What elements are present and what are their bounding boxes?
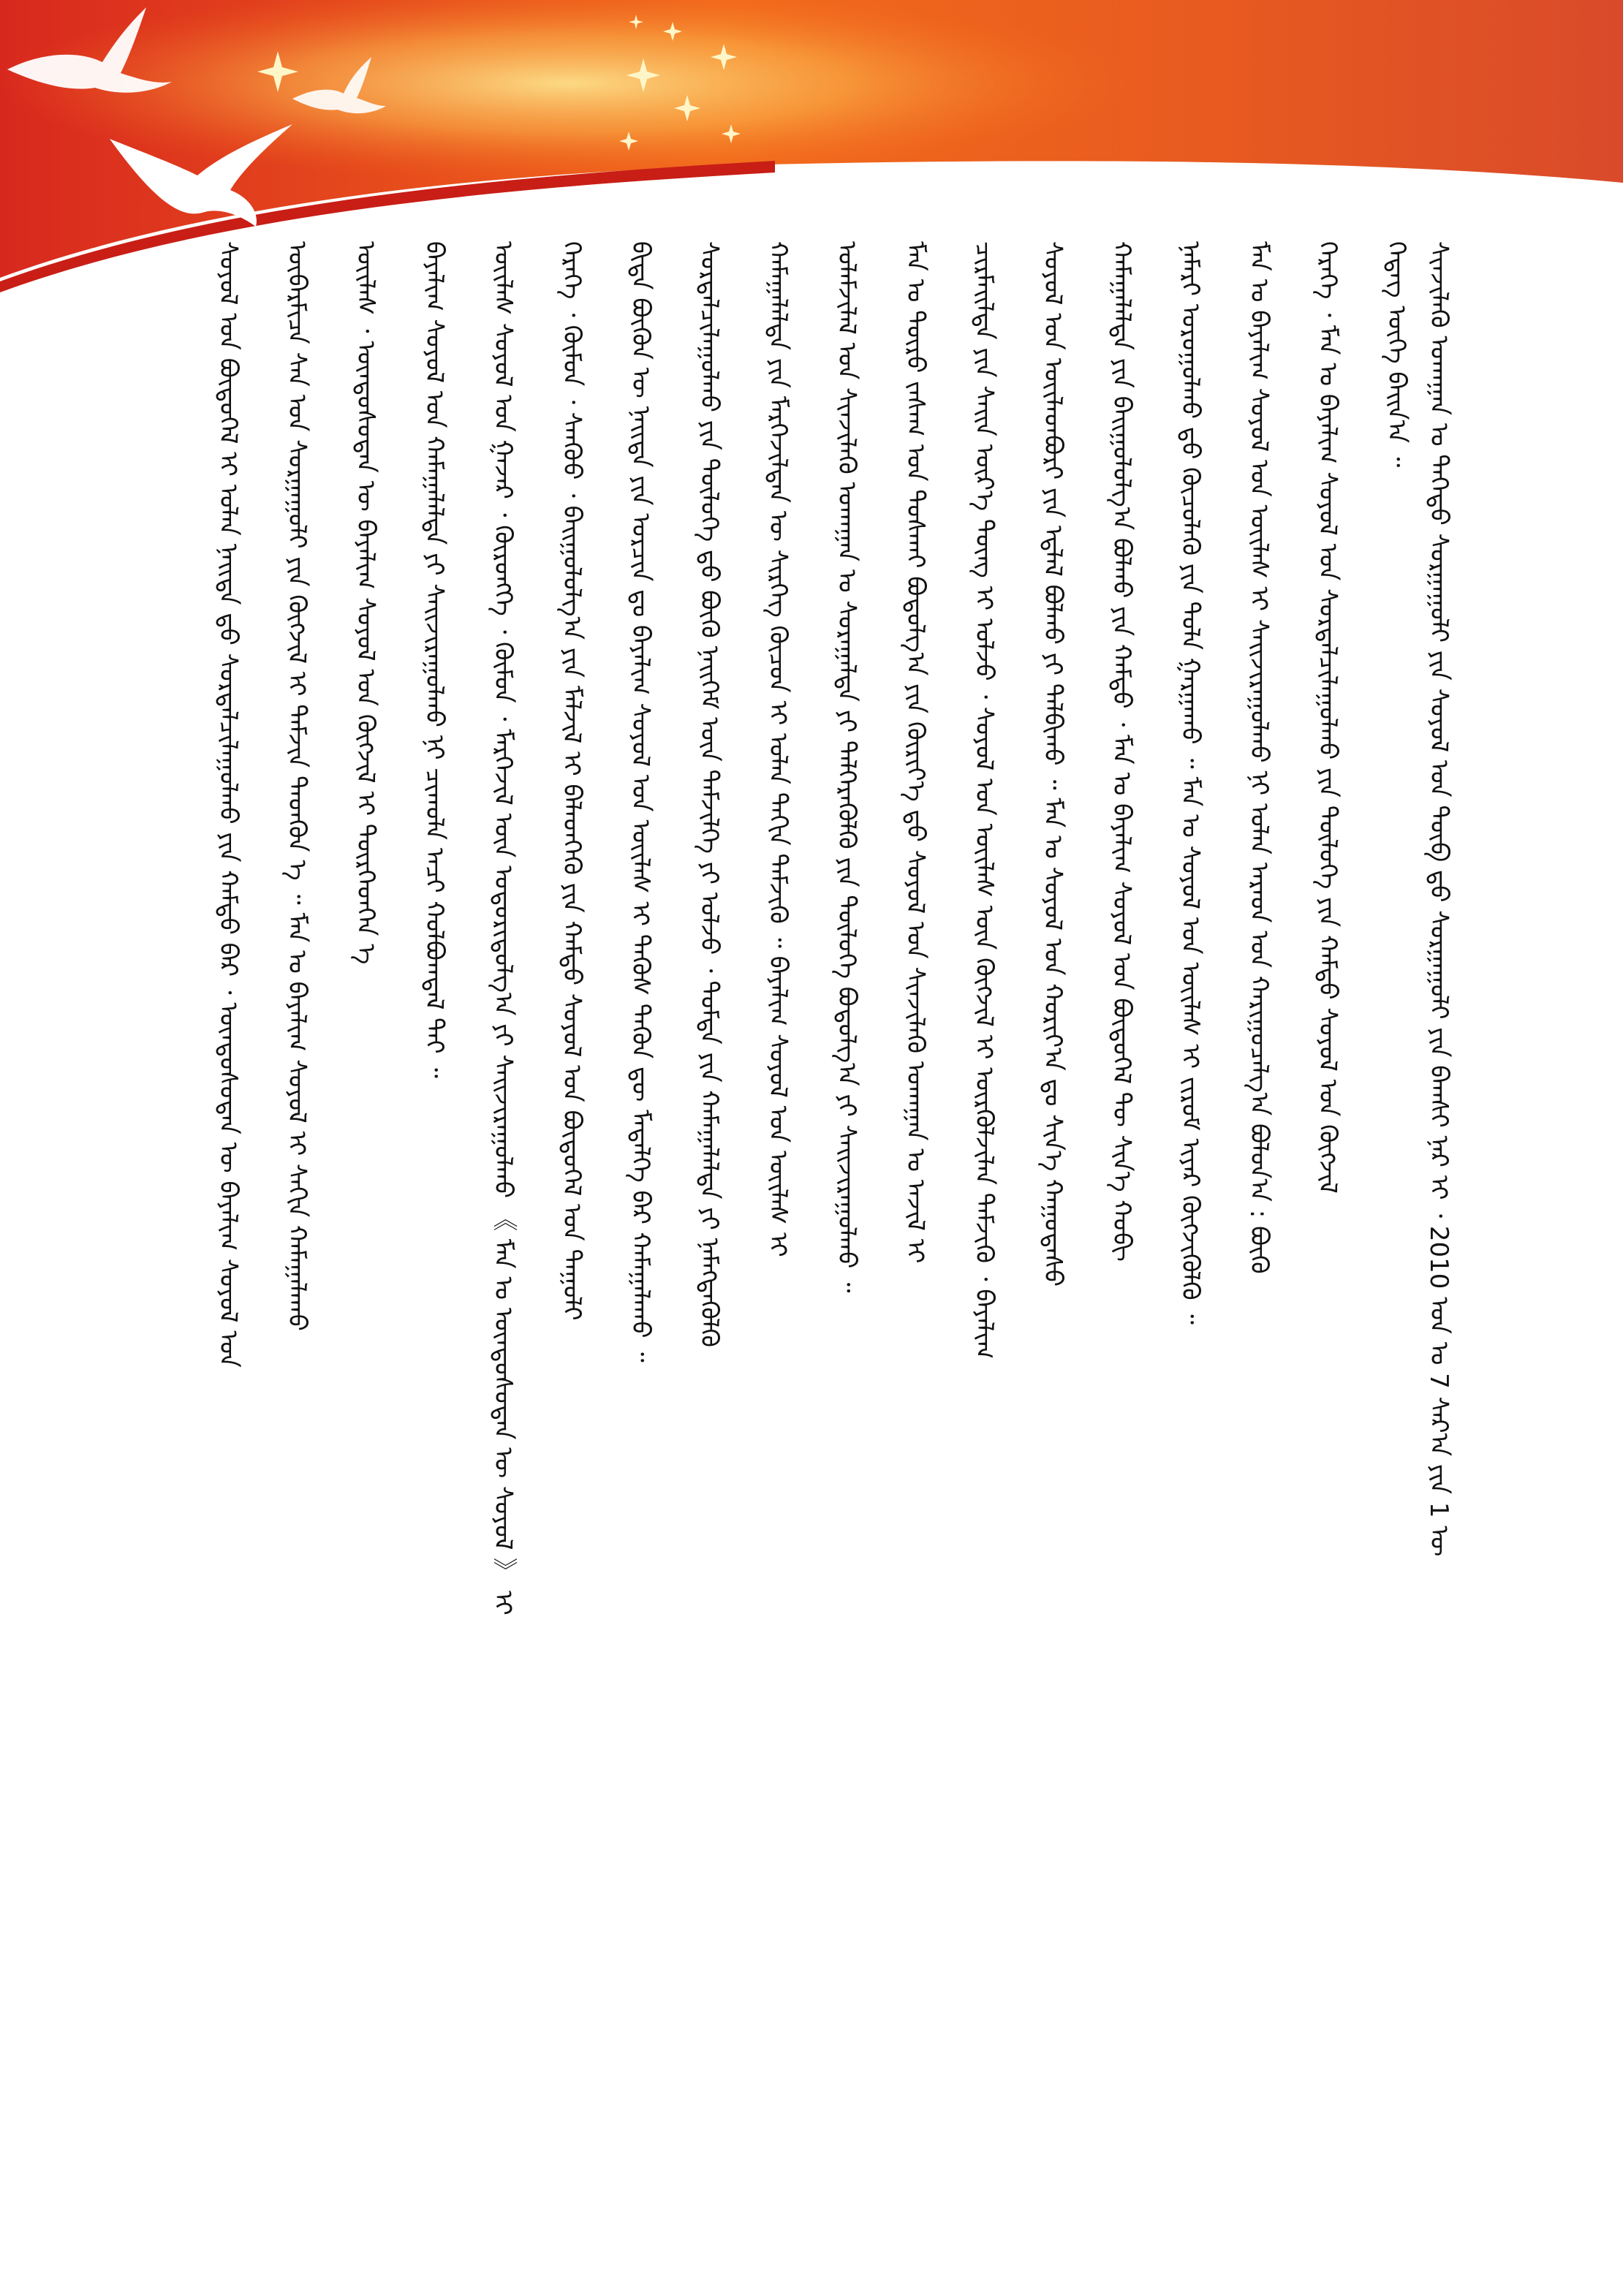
- banner-glow-shape: [0, 0, 1623, 278]
- text-column: ᠰᠢᠨᠵᠢᠯᠡᠬᠦ ᠤᠬᠠᠭᠠᠨ ᠤ ᠳᠡᠭᠡᠳᠦ ᠰᠤᠷᠭᠠᠭᠤᠯᠢ ᠶᠢᠨ ᠰᠣᠶᠣᠯ ᠤᠨ ᠲᠥᠪ ᠳ᠋ᠤ ᠰᠤᠷᠭᠠᠭᠤᠯᠢ ᠶᠢᠨ ᠪᠠᠭᠰᠢ ᠨᠠᠷ ᠢ ᠂ 2010 ᠣᠨ ᠤ 7 ᠰᠠᠷ᠎ᠠ ᠶᠢᠨ 1 ᠦ: [1424, 241, 1453, 1557]
- text-column: ᠭᠡᠷᠡᠭᠡ ᠂ ᠮᠠᠨ ᠤ ᠪᠠᠶᠠᠯᠢᠭ ᠰᠣᠶᠣᠯ ᠤᠨ ᠰᠤᠷᠲᠠᠯᠴᠢᠯᠠᠭᠤᠯᠬᠤ ᠶᠢᠨ ᠲᠥᠯᠦᠭᠡ ᠶᠢᠨ ᠬᠠᠮᠲᠤ ᠰᠣᠶᠣᠯ ᠤᠨ ᠬᠥᠭᠵᠢᠯ: [1313, 241, 1342, 1194]
- text-column: ᠬᠠᠮᠠᠭᠠᠯᠠᠯᠲᠠ ᠶᠢᠨ ᠮᠡᠷᠭᠡᠵᠢᠯᠲᠡᠨ ᠦ ᠰᠢᠷᠭᠡᠭ ᠬᠦᠴᠦᠨ ᠢ ᠣᠯᠠᠨ ᠳᠠᠬᠢᠨ ᠳᠡᠮᠵᠢᠬᠦ ᠃ ᠪᠠᠶᠠᠯᠢᠭ ᠰᠣᠶᠣᠯ ᠤᠨ ᠦᠢᠯᠡᠰ ᠢ: [763, 241, 792, 1257]
- text-column: ᠬᠠᠮᠠᠭᠠᠯᠠᠯᠲᠠ ᠶᠢᠨ ᠪᠠᠢᠭᠤᠯᠤᠯᠭ᠎ᠠ ᠪᠣᠯᠬᠤ ᠶᠢᠨ ᠬᠠᠮᠲᠤ ᠂ ᠮᠠᠨ ᠤ ᠪᠠᠶᠠᠯᠢᠭ ᠰᠣᠶᠣᠯ ᠤᠨ ᠪᠦᠲᠦᠭᠡᠯ ᠲᠦ ᠰᠢᠨ᠎ᠡ ᠬᠤᠪᠢ: [1107, 241, 1136, 1262]
- text-column: ᠰᠤᠷᠲᠠᠯᠴᠢᠯᠠᠭᠤᠯᠬᠤ ᠶᠢᠨ ᠲᠦᠯᠦᠭᠡ ᠳ᠋ᠤ ᠪᠦᠬᠦ ᠨᠡᠢᠭᠡᠮ ᠦᠨ ᠳᠡᠮᠵᠢᠯᠭᠡ ᠶᠢ ᠣᠯᠵᠤ ᠂ ᠳᠤᠮᠳᠠ ᠶᠢᠨ ᠬᠠᠮᠠᠭᠠᠯᠠᠯᠲᠠ ᠶᠢ ᠨᠡᠮᠡᠭᠳᠡᠭᠦᠯᠬᠦ: [695, 241, 724, 1347]
- text-column: ᠭᠡᠷᠡᠭᠡ ᠂ ᠬᠦᠮᠦᠨ ᠂ ᠰᠠᠨᠬᠦᠦ ᠂ ᠪᠠᠢᠭᠤᠯᠤᠯᠭ᠎ᠠ ᠶᠢᠨ ᠮᠠᠯᠵᠢᠯ ᠢ ᠪᠡᠯᠡᠳᠬᠡᠬᠦ ᠶᠢᠨ ᠬᠠᠮᠲᠤ ᠰᠣᠶᠣᠯ ᠤᠨ ᠪᠦᠲᠦᠭᠡᠯ ᠤᠨ ᠳᠠᠭᠤᠯᠢ: [557, 241, 586, 1321]
- text-column: ᠪᠢᠳᠡ ᠪᠦᠬᠦᠨ ᠦ ᠨᠡᠢᠲᠡ ᠶᠢᠨ ᠣᠷᠴᠢᠨ ᠳᠤ ᠪᠠᠶᠠᠯᠢᠭ ᠰᠣᠶᠣᠯ ᠤᠨ ᠦᠢᠯᠡᠰ ᠢ ᠲᠡᠭᠦᠰ ᠲᠡᠭᠦᠨ ᠳᠦ ᠮᠡᠳᠡᠯᠭᠡ ᠪᠡᠷ ᠬᠠᠮᠠᠭᠠᠯᠠᠬᠤ ᠃: [626, 241, 655, 1363]
- text-column: ᠦᠢᠯᠡᠰ ᠰᠣᠶᠣᠯ ᠤᠨ ᠭᠠᠵᠠᠷ ᠂ ᠬᠥᠷᠥᠩᠭᠡ ᠂ ᠬᠦᠮᠦᠨ ᠂ ᠮᠡᠷᠭᠡᠵᠢᠯ ᠦᠨ ᠤᠳᠤᠷᠢᠳᠤᠯᠭ᠎ᠠ ᠶᠢ ᠰᠠᠢᠵᠢᠷᠠᠭᠤᠯᠬᠤ 《 ᠮᠠᠨ ᠤ ᠦᠨᠳᠦᠰᠦᠲᠡᠨ ᠦ ᠰᠣᠶᠣᠯ 》 ᠢ: [488, 241, 518, 1615]
- text-column: ᠪᠠᠶᠠᠯᠢᠭ ᠰᠣᠶᠣᠯ ᠤᠨ ᠬᠠᠮᠠᠭᠠᠯᠠᠯᠲᠠ ᠶᠢ ᠰᠠᠢᠵᠢᠷᠠᠭᠤᠯᠬᠤ ᠨᠢ ᠴᠢᠬᠤᠯᠠ ᠠᠴᠢ ᠬᠣᠯᠪᠣᠭᠳᠠᠯ ᠲᠠᠢ ᠃: [420, 241, 449, 1078]
- text-column: ᠴᠢᠷᠮᠠᠢᠯᠲᠠ ᠶᠢᠨ ᠰᠠᠢᠨ ᠦᠷ᠎ᠡ ᠳᠦᠩ ᠢ ᠣᠯᠵᠤ ᠂ ᠰᠣᠶᠣᠯ ᠤᠨ ᠦᠢᠯᠡᠰ ᠦᠨ ᠬᠥᠭᠵᠢᠯ ᠢ ᠦᠷᠭᠦᠯᠵᠢᠯᠡᠨ ᠳᠡᠮᠵᠢᠬᠦ ᠂ ᠪᠠᠶᠠᠯᠢᠭ: [969, 241, 999, 1360]
- text-column: ᠮᠠᠨ ᠤ ᠪᠠᠶᠠᠯᠢᠭ ᠰᠣᠶᠣᠯ ᠤᠨ ᠦᠢᠯᠡᠰ ᠢ ᠰᠠᠢᠵᠢᠷᠠᠭᠤᠯᠬᠤ ᠨᠢ ᠣᠯᠠᠨ ᠠᠷᠠᠳ ᠤᠨ ᠬᠠᠷᠢᠭᠤᠴᠠᠯᠭ᠎ᠠ ᠪᠣᠯᠤᠨ᠎ᠠ : ᠪᠦᠬᠦ: [1244, 241, 1274, 1274]
- text-column: ᠦᠢᠯᠡᠰ ᠂ ᠦᠨᠳᠦᠰᠦᠲᠡᠨ ᠦ ᠪᠠᠶᠠᠯᠢᠭ ᠰᠣᠶᠣᠯ ᠤᠨ ᠬᠥᠭᠵᠢᠯ ᠢ ᠲᠦᠷᠭᠡᠳᠬᠡᠨ ᠡ: [351, 241, 380, 965]
- document-body: [212, 241, 1455, 2076]
- text-column: ᠰᠣᠶᠣᠯ ᠤᠨ ᠦᠢᠯᠡᠳᠪᠦᠷᠢ ᠶᠢᠨ ᠡᠳ᠋ᠯᠡᠯ ᠪᠣᠯᠬᠤ ᠶᠢ ᠲᠠᠯᠪᠢᠬᠤ ᠃ ᠮᠠᠨ ᠤ ᠰᠣᠶᠣᠯ ᠤᠨ ᠬᠣᠷᠢᠶ᠎ᠠ ᠳᠤ ᠰᠢᠨ᠎ᠡ ᠬᠠᠭᠤᠳᠠᠰᠤ: [1038, 241, 1067, 1287]
- text-column: ᠤᠯᠠᠮᠵᠢᠯᠠᠯ ᠤᠨ ᠰᠢᠨᠵᠢᠯᠡᠬᠦ ᠤᠬᠠᠭᠠᠨ ᠤ ᠰᠤᠷᠠᠭᠠᠯᠲᠠ ᠶᠢ ᠳᠡᠯᠭᠡᠷᠡᠭᠦᠯᠬᠦ ᠶᠢᠨ ᠲᠥᠯᠥᠭᠡ ᠪᠣᠳᠤᠯᠭ᠎ᠠ ᠶᠢ ᠰᠠᠢᠵᠢᠷᠠᠭᠤᠯᠬᠤ ᠃: [832, 241, 861, 1293]
- text-column: ᠭᠡᠳᠡᠭ ᠦᠭᠡ ᠪᠠᠢᠨ᠎ᠠ ᠃: [1382, 241, 1411, 468]
- text-column: ᠮᠠᠨ ᠤ ᠲᠥᠷᠥ ᠵᠠᠰᠠᠭ ᠤᠨ ᠲᠤᠰᠬᠠᠶ ᠪᠣᠳᠤᠯᠭ᠎ᠠ ᠶᠢᠨ ᠬᠦᠷᠢᠶ᠎ᠡ ᠳ᠋ᠤ ᠰᠣᠶᠣᠯ ᠤᠨ ᠰᠢᠨᠵᠢᠯᠡᠬᠦ ᠤᠬᠠᠭᠠᠨ ᠤ ᠠᠵᠢᠯ ᠢ: [901, 241, 930, 1264]
- text-column: ᠨᠡᠮᠡᠷᠢ ᠣᠷᠤᠭᠤᠯᠬᠤ ᠳ᠋ᠤ ᠬᠦᠴᠦᠯᠡᠬᠦ ᠶᠢᠨ ᠲᠤᠯᠠ ᠭᠠᠷᠭᠠᠬᠤ ᠃ ᠮᠠᠨ ᠤ ᠰᠣᠶᠣᠯ ᠤᠨ ᠦᠢᠯᠡᠰ ᠢ ᠵᠢᠷᠤᠮ ᠢᠶᠠᠷ ᠬᠥᠭᠵᠢᠭᠦᠯᠬᠦ ᠃: [1176, 241, 1205, 1325]
- text-column: ᠰᠣᠶᠣᠯ ᠤᠨ ᠪᠦᠲᠦᠭᠡᠯ ᠢ ᠣᠯᠠᠨ ᠨᠡᠢᠲᠡ ᠳ᠋ᠤ ᠰᠤᠷᠲᠠᠯᠴᠢᠯᠠᠭᠤᠯᠬᠤ ᠶᠢᠨ ᠬᠠᠮᠲᠤ ᠪᠡᠷ ᠂ ᠦᠨᠳᠦᠰᠦᠲᠡᠨ ᠦ ᠪᠠᠶᠠᠯᠢᠭ ᠰᠣᠶᠣᠯ ᠤᠨ: [213, 241, 243, 1368]
- text-column: ᠥᠪᠡᠷᠮᠢᠴᠡ ᠰᠠᠨ ᠤᠨ ᠰᠤᠷᠭᠠᠭᠤᠯᠢ ᠶᠢᠨ ᠬᠥᠭᠵᠢᠯ ᠢ ᠳᠡᠮᠵᠢᠨ ᠲᠡᠳᠬᠦᠨ ᠡ ᠃ ᠮᠠᠨ ᠤ ᠪᠠᠶᠠᠯᠢᠭ ᠰᠣᠶᠣᠯ ᠢ ᠰᠠᠬᠢᠨ ᠬᠠᠮᠠᠭᠠᠯᠠᠬᠤ: [282, 241, 311, 1331]
